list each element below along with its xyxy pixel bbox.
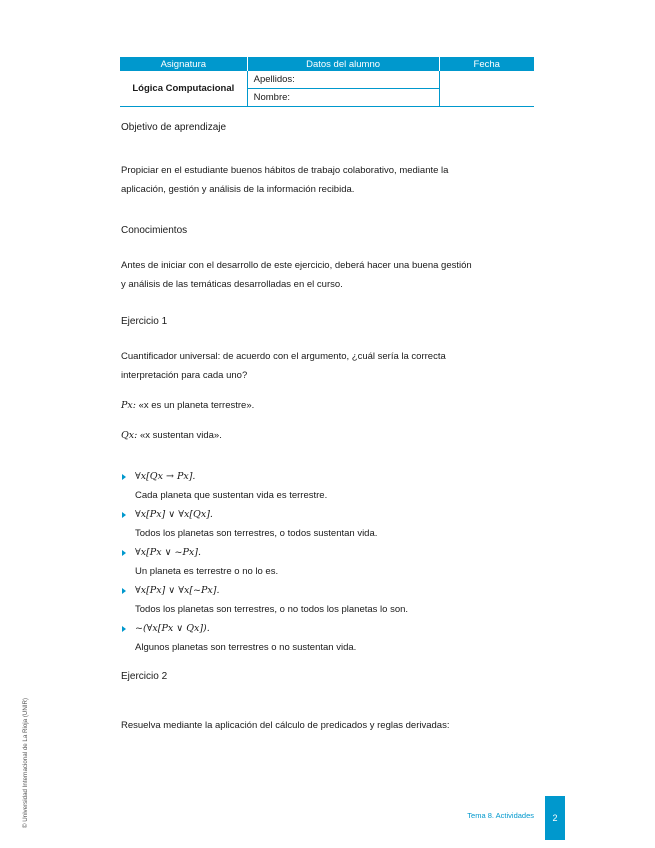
knowledge-line-1: Antes de iniciar con el desarrollo de este ejercicio, deberá hacer una buena gestión (121, 260, 472, 271)
document-body (121, 122, 541, 735)
list-item (121, 581, 541, 619)
subject-cell: Lógica Computacional (120, 71, 247, 107)
objective-heading: Objetivo de aprendizaje (121, 122, 227, 133)
item-formula: ∀x[Px ∨ ~Px]. (135, 547, 201, 558)
list-item (121, 467, 541, 505)
col-date-header: Fecha (439, 57, 534, 71)
list-item (121, 543, 541, 581)
px-definition (121, 396, 541, 415)
header-row (120, 57, 534, 71)
knowledge-heading: Conocimientos (121, 225, 188, 236)
exercise1-line-1: Cuantificador universal: de acuerdo con el argumento, ¿cuál sería la correcta (121, 351, 446, 362)
list-item (121, 619, 541, 657)
copyright-text: © Universidad Internacional de La Rioja (UNIR) (22, 697, 29, 828)
item-formula: ~(∀x[Px ∨ Qx]). (135, 623, 210, 634)
quantifier-list (121, 467, 541, 657)
exercise1-line-2: interpretación para cada uno? (121, 370, 248, 381)
bullet-arrow-icon (122, 626, 126, 632)
qx-definition (121, 426, 541, 445)
surname-row (120, 71, 534, 89)
bullet-arrow-icon (122, 512, 126, 518)
col-student-header: Datos del alumno (247, 57, 439, 71)
px-symbol: Px: (121, 400, 136, 411)
objective-line-2: aplicación, gestión y análisis de la información recibida. (121, 184, 355, 195)
item-description: Todos los planetas son terrestres, o no todos los planetas lo son. (135, 604, 409, 615)
bullet-arrow-icon (122, 474, 126, 480)
item-formula: ∀x[Px] ∨ ∀x[~Px]. (135, 585, 220, 596)
list-item (121, 505, 541, 543)
exercise2-line: Resuelva mediante la aplicación del cálculo de predicados y reglas derivadas: (121, 720, 450, 731)
px-text: «x es un planeta terrestre». (138, 400, 255, 411)
item-description: Algunos planetas son terrestres o no sustentan vida. (135, 642, 357, 653)
item-formula: ∀x[Qx → Px]. (135, 471, 196, 482)
surname-field[interactable]: Apellidos: (247, 71, 439, 89)
objective-line-1: Propiciar en el estudiante buenos hábitos de trabajo colaborativo, mediante la (121, 165, 449, 176)
exercise2-heading: Ejercicio 2 (121, 671, 168, 682)
bullet-arrow-icon (122, 588, 126, 594)
item-description: Todos los planetas son terrestres, o todos sustentan vida. (135, 528, 378, 539)
footer-label: Tema 8. Actividades (467, 811, 534, 820)
name-field[interactable]: Nombre: (247, 89, 439, 107)
item-formula: ∀x[Px] ∨ ∀x[Qx]. (135, 509, 213, 520)
item-description: Cada planeta que sustentan vida es terrestre. (135, 490, 328, 501)
date-field[interactable] (439, 71, 534, 107)
knowledge-line-2: y análisis de las temáticas desarrolladas en el curso. (121, 279, 343, 290)
qx-text: «x sustentan vida». (140, 430, 222, 441)
exercise1-heading: Ejercicio 1 (121, 316, 168, 327)
qx-symbol: Qx: (121, 430, 138, 441)
item-description: Un planeta es terrestre o no lo es. (135, 566, 279, 577)
header-table (120, 57, 534, 107)
page-number: 2 (545, 796, 565, 840)
bullet-arrow-icon (122, 550, 126, 556)
col-subject-header: Asignatura (120, 57, 247, 71)
